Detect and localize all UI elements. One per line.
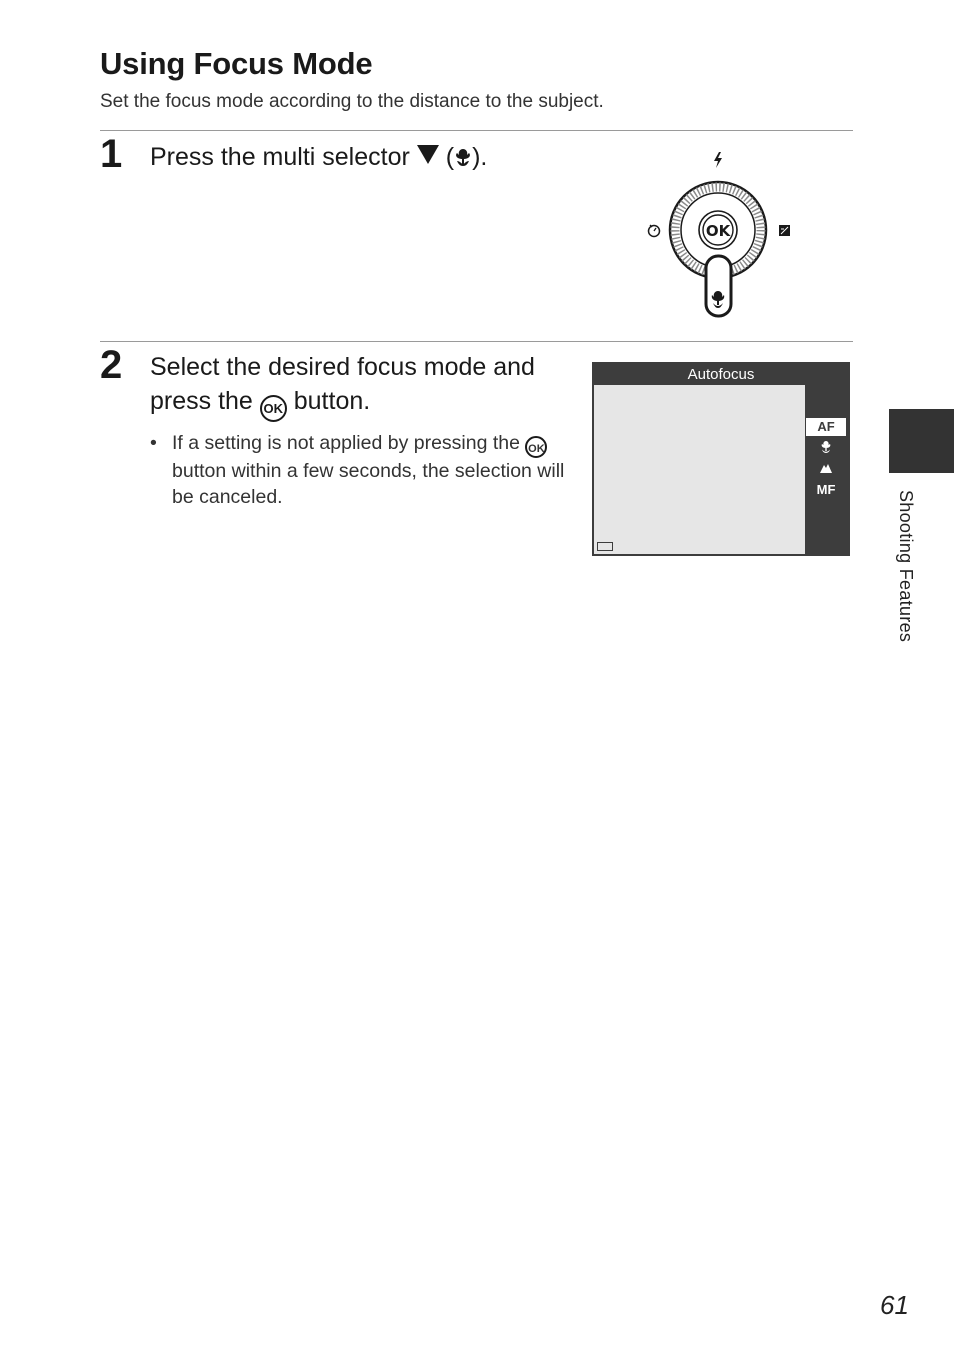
note-text: If a setting is not applied by pressing the bbox=[172, 432, 520, 454]
page-number: 61 bbox=[880, 1290, 909, 1320]
step-1-paren-close: ). bbox=[472, 143, 488, 171]
infinity-mountain-icon bbox=[819, 462, 833, 474]
step-2-number: 2 bbox=[100, 343, 123, 387]
bullet-icon: • bbox=[150, 432, 157, 454]
ok-button-label: OK bbox=[705, 222, 731, 240]
note-text-end: button within a few seconds, the selection will be canceled. bbox=[172, 460, 565, 508]
multi-selector-diagram bbox=[640, 148, 800, 323]
exposure-compensation-icon bbox=[779, 225, 790, 236]
step-1-number: 1 bbox=[100, 132, 123, 176]
page-title: Using Focus Mode bbox=[100, 46, 373, 81]
focus-option-af[interactable] bbox=[806, 418, 846, 436]
battery-icon bbox=[597, 542, 613, 551]
screen-title: Autofocus bbox=[594, 364, 848, 385]
chapter-label: Shooting Features bbox=[896, 490, 916, 643]
macro-flower-icon bbox=[454, 147, 472, 167]
page-intro: Set the focus mode according to the distance to the subject. bbox=[100, 91, 604, 112]
ok-button-icon: OK bbox=[260, 395, 287, 422]
section-divider bbox=[100, 130, 853, 131]
step-2-instruction-line2 bbox=[150, 384, 370, 422]
chapter-tab bbox=[889, 409, 954, 473]
flash-icon bbox=[714, 152, 722, 168]
focus-option-infinity[interactable] bbox=[806, 460, 846, 478]
camera-screen bbox=[592, 362, 850, 556]
focus-option-mf[interactable] bbox=[806, 481, 846, 499]
step-1-paren-open: ( bbox=[438, 143, 455, 171]
ok-button-icon: OK bbox=[525, 436, 547, 458]
focus-option-macro[interactable] bbox=[806, 439, 846, 457]
step-2-instruction-line1: Select the desired focus mode and bbox=[150, 353, 535, 381]
macro-flower-icon bbox=[820, 440, 832, 454]
down-triangle-icon bbox=[417, 145, 439, 164]
autofocus-icon: AF bbox=[817, 419, 835, 434]
self-timer-icon bbox=[649, 225, 660, 237]
step-1-text: Press the multi selector bbox=[150, 143, 410, 171]
focus-mode-menu bbox=[805, 385, 848, 554]
step-2-text: press the bbox=[150, 387, 253, 415]
step-1-instruction bbox=[150, 140, 487, 174]
step-2-text-end: button. bbox=[293, 387, 371, 415]
section-divider bbox=[100, 341, 853, 342]
manual-focus-icon: MF bbox=[816, 482, 836, 497]
